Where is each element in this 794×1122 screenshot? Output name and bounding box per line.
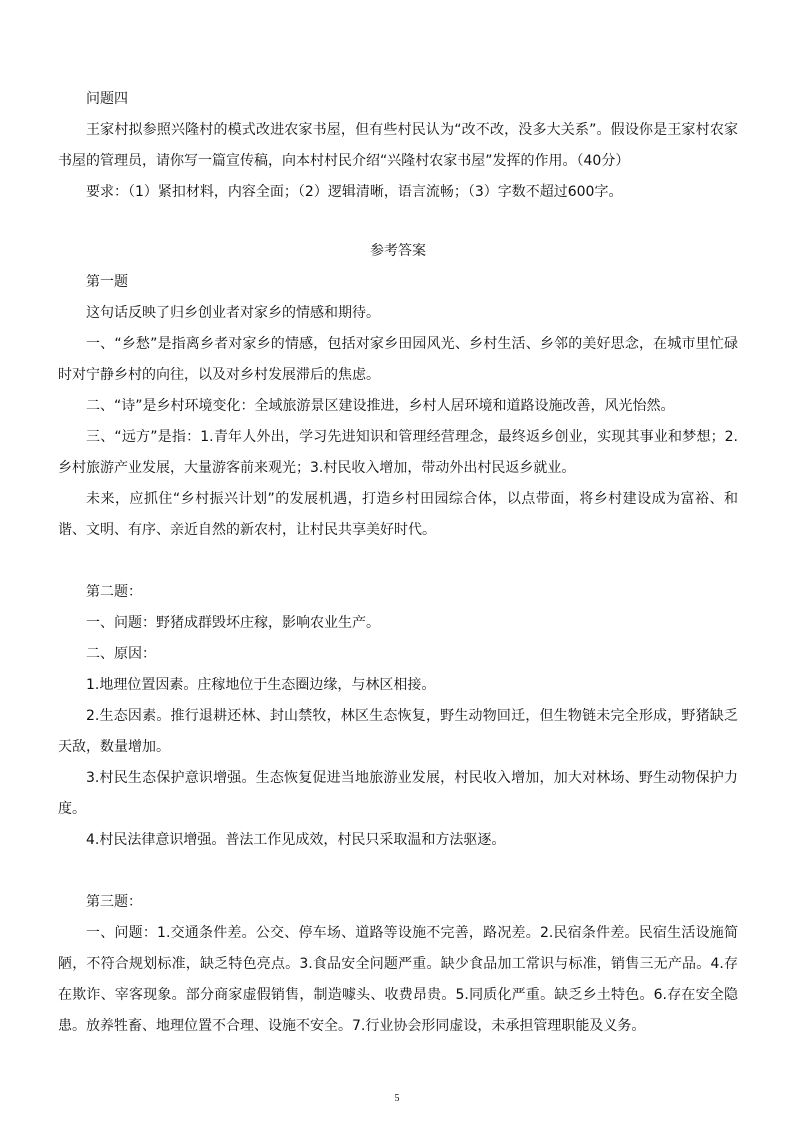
spacer	[58, 208, 738, 236]
q1-line: 一、“乡愁”是指离乡者对家乡的情感，包括对家乡田园风光、乡村生活、乡邻的美好思念，在城市里忙碌时对宁静乡村的向往，以及对乡村发展滞后的焦虑。	[58, 336, 738, 383]
question4-requirements: 要求：（1）紧扣材料，内容全面；（2）逻辑清晰，语言流畅；（3）字数不超过600字。	[86, 184, 623, 200]
q1-line: 这句话反映了归乡创业者对家乡的情感和期待。	[86, 305, 380, 321]
q2-line: 1.地理位置因素。庄稼地位于生态圈边缘，与林区相接。	[86, 677, 436, 693]
page-number: 5	[394, 1093, 400, 1104]
q2-line: 二、原因：	[86, 646, 156, 662]
question4-heading: 问题四	[86, 91, 128, 107]
spacer	[58, 546, 738, 577]
q2-line: 4.村民法律意识增强。普法工作见成效，村民只采取温和方法驱逐。	[86, 832, 506, 848]
q2-heading: 第二题：	[86, 584, 142, 600]
q2-line: 一、问题：野猪成群毁坏庄稼，影响农业生产。	[86, 615, 380, 631]
q1-line: 三、“远方”是指：1.青年人外出，学习先进知识和管理经营理念，最终返乡创业，实现其事业和梦想；2.乡村旅游产业发展，大量游客前来观光；3.村民收入增加，带动外出村民返乡就业。	[58, 429, 738, 476]
document-page	[58, 84, 738, 1042]
q1-line: 二、“诗”是乡村环境变化：全域旅游景区建设推进，乡村人居环境和道路设施改善，风光怡然。	[86, 398, 675, 414]
question4-prompt: 王家村拟参照兴隆村的模式改进农家书屋，但有些村民认为“改不改，没多大关系”。假设你是王家村农家书屋的管理员，请你写一篇宣传稿，向本村村民介绍“兴隆村农家书屋”发挥的作用。（40分）	[58, 122, 738, 169]
q2-line: 2.生态因素。推行退耕还林、封山禁牧，林区生态恢复，野生动物回迁，但生物链未完全形成，野猪缺乏天敌，数量增加。	[58, 708, 738, 755]
q3-line: 一、问题：1.交通条件差。公交、停车场、道路等设施不完善，路况差。2.民宿条件差。民宿生活设施简陋，不符合规划标准，缺乏特色亮点。3.食品安全问题严重。缺少食品加工常识与标准，销售三无产品。4.存在欺诈、宰客现象。部分商家虚假销售，制造噱头、收费昂贵。5.同质化严重。缺乏乡土特色。6.存在安全隐患。放养牲畜、地理位置不合理、设施不安全。7.行业协会形同虚设，未承担管理职能及义务。	[58, 925, 738, 1034]
spacer	[58, 856, 738, 887]
q1-heading: 第一题	[86, 274, 128, 290]
q2-line: 3.村民生态保护意识增强。生态恢复促进当地旅游业发展，村民收入增加，加大对林场、野生动物保护力度。	[58, 770, 738, 817]
q3-heading: 第三题：	[86, 894, 142, 910]
q1-line: 未来，应抓住“乡村振兴计划”的发展机遇，打造乡村田园综合体，以点带面，将乡村建设成为富裕、和谐、文明、有序、亲近自然的新农村，让村民共享美好时代。	[58, 491, 738, 538]
answers-title: 参考答案	[370, 243, 426, 259]
